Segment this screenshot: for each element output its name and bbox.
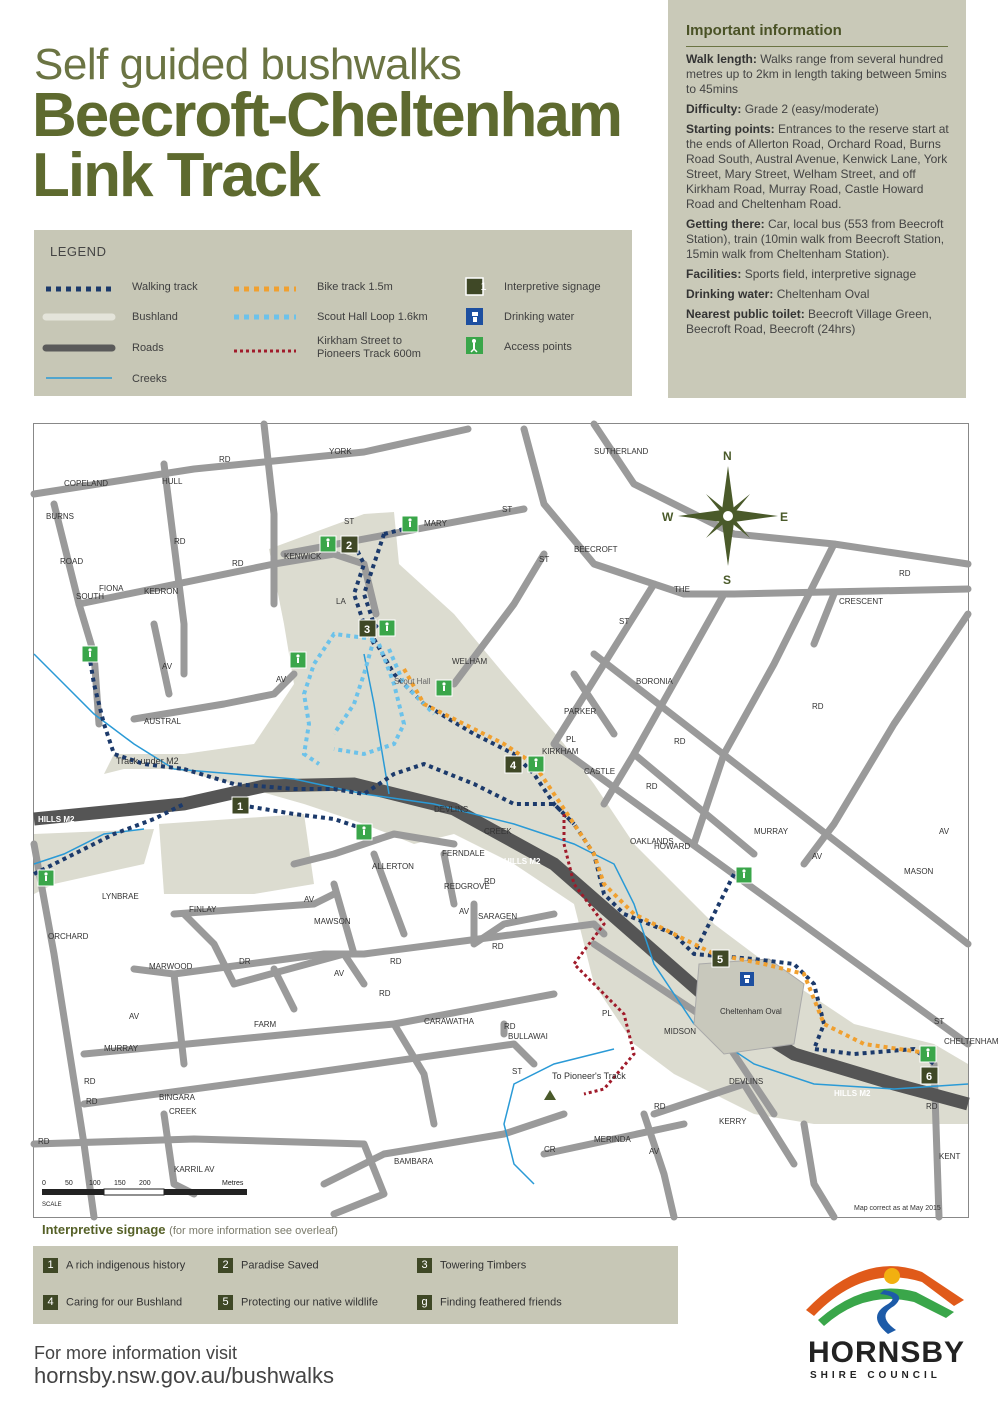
street-label: CR	[544, 1145, 556, 1154]
access-point-icon	[402, 516, 418, 532]
signage-item	[218, 1258, 319, 1273]
street-label: RD	[84, 1077, 96, 1086]
street-label: YORK	[329, 447, 352, 456]
legend-scout-loop: Scout Hall Loop 1.6km	[317, 311, 428, 323]
street-label: RD	[812, 702, 824, 711]
street-label: KEDRON	[144, 587, 179, 596]
street-label: CREEK	[169, 1107, 197, 1116]
street-label: AV	[334, 969, 345, 978]
getting-there-label: Getting there:	[686, 217, 765, 231]
scale-tick: 0	[42, 1180, 46, 1187]
street-label: LYNBRAE	[102, 892, 139, 901]
street-label: RD	[484, 877, 496, 886]
scale-tick: 200	[139, 1180, 151, 1187]
signage-item-label: Towering Timbers	[440, 1259, 527, 1272]
street-label: ALLERTON	[372, 862, 414, 871]
to-pioneers-label: To Pioneer's Track	[552, 1071, 626, 1081]
street-label: LA	[336, 597, 346, 606]
street-label: MARWOOD	[149, 962, 193, 971]
scale-unit: Metres	[222, 1180, 244, 1187]
street-label: AV	[162, 662, 173, 671]
street-label: RD	[654, 1102, 666, 1111]
title-line-2: Beecroft-Cheltenham	[32, 81, 621, 150]
street-label: RD	[38, 1137, 50, 1146]
street-label: MERINDA	[594, 1135, 631, 1144]
map-svg	[34, 424, 999, 1217]
signage-item-number: 1	[43, 1258, 58, 1273]
sign-1: 1	[237, 801, 244, 813]
street-label: AV	[129, 1012, 140, 1021]
street-label: AV	[939, 827, 950, 836]
street-label: CHELTENHAM	[944, 1037, 999, 1046]
starting-points: Entrances to the reserve start at the ends of Allerton Road, Orchard Road, Burns Road South, Austral Avenue, Kenwick Lane, York Street, Mary Street, Welham Street, and off Kirkham Road, Murray Road, Castle Howard Road and Cheltenham Road.	[686, 122, 949, 211]
street-label: KERRY	[719, 1117, 747, 1126]
street-label: HULL	[162, 477, 183, 486]
signage-item	[43, 1258, 185, 1273]
street-label: AV	[276, 675, 287, 684]
pioneers-arrow	[544, 1090, 556, 1100]
signage-item-label: Paradise Saved	[241, 1259, 319, 1272]
street-label: ST	[934, 1017, 945, 1026]
scale-bar	[42, 1180, 247, 1208]
street-label: RD	[232, 559, 244, 568]
info-body	[686, 52, 954, 342]
scale-tick: 50	[65, 1180, 73, 1187]
access-point-icon	[736, 867, 752, 883]
street-label: MURRAY	[104, 1044, 139, 1053]
street-label: COPELAND	[64, 479, 109, 488]
sign-3: 3	[364, 624, 371, 636]
legend-title: LEGEND	[50, 244, 107, 259]
signage-item	[43, 1295, 182, 1310]
street-label: ST	[344, 517, 355, 526]
street-label: RD	[379, 989, 391, 998]
page-title	[32, 81, 621, 210]
difficulty: Grade 2 (easy/moderate)	[744, 102, 879, 116]
street-label: BULLAWAI	[508, 1032, 548, 1041]
access-point-icon	[320, 536, 336, 552]
hornsby-logo	[804, 1250, 974, 1380]
access-point-icon	[82, 646, 98, 662]
difficulty-label: Difficulty:	[686, 102, 742, 116]
signage-item-number: g	[417, 1295, 432, 1310]
street-label: AV	[459, 907, 470, 916]
street-label: RD	[174, 537, 186, 546]
street-label: THE	[674, 585, 690, 594]
signage-item-label: Finding feathered friends	[440, 1296, 562, 1309]
street-label: PL	[566, 735, 576, 744]
facilities: Sports field, interpretive signage	[744, 267, 917, 281]
street-label: RD	[899, 569, 911, 578]
important-information	[668, 0, 966, 398]
street-label: ST	[512, 1067, 523, 1076]
drinking-water-icon	[466, 308, 483, 325]
street-label: RD	[926, 1102, 938, 1111]
street-label: AV	[304, 895, 315, 904]
street-label: SOUTH	[76, 592, 104, 601]
walk-length-label: Walk length:	[686, 52, 757, 66]
legend-bike-track: Bike track 1.5m	[317, 281, 393, 293]
track-map[interactable]	[33, 423, 999, 1218]
logo-sub: SHIRE COUNCIL	[810, 1370, 941, 1381]
street-label: MASON	[904, 867, 934, 876]
drinking-water: Cheltenham Oval	[776, 287, 870, 301]
street-label: RD	[390, 957, 402, 966]
signage-item	[218, 1295, 378, 1310]
sign-2: 2	[346, 540, 353, 552]
street-label: OAKLANDS	[630, 837, 674, 846]
signage-item-number: 3	[417, 1258, 432, 1273]
legend-drinking-water: Drinking water	[504, 311, 575, 323]
scale-label: SCALE	[42, 1202, 62, 1208]
title-line-1: Self guided bushwalks	[34, 40, 462, 89]
sign-6: 6	[926, 1071, 933, 1083]
street-label: KIRKHAM	[542, 747, 579, 756]
street-label: MIDSON	[664, 1027, 696, 1036]
sign-5: 5	[717, 954, 724, 966]
toilet: Beecroft Village Green, Beecroft Road, Beecroft (24hrs)	[686, 307, 932, 336]
street-label: FIONA	[99, 584, 124, 593]
street-label: KARRIL AV	[174, 1165, 215, 1174]
signage-item-label: A rich indigenous history	[66, 1259, 186, 1272]
street-label: MARY	[424, 519, 447, 528]
street-label: SARAGEN	[478, 912, 518, 921]
street-label: AV	[649, 1147, 660, 1156]
signage-item	[417, 1258, 526, 1273]
map-date-label: Map correct as at May 2015	[854, 1205, 941, 1212]
street-label: BINGARA	[159, 1093, 196, 1102]
street-label: RD	[504, 1022, 516, 1031]
street-label: KENWICK	[284, 552, 322, 561]
street-label: BEECROFT	[574, 545, 618, 554]
street-label: BURNS	[46, 512, 75, 521]
logo-name: HORNSBY	[808, 1336, 966, 1369]
access-point-icon	[356, 824, 372, 840]
street-label: FERNDALE	[442, 849, 485, 858]
info-heading: Important information	[686, 22, 842, 39]
info-rule	[686, 46, 948, 47]
facilities-label: Facilities:	[686, 267, 742, 281]
street-label: DR	[239, 957, 251, 966]
scale-tick: 150	[114, 1180, 126, 1187]
toilet-label: Nearest public toilet:	[686, 307, 805, 321]
street-label: BAMBARA	[394, 1157, 434, 1166]
street-label: REDGROVE	[444, 882, 490, 891]
legend-roads: Roads	[132, 342, 164, 354]
footer-url[interactable]: hornsby.nsw.gov.au/bushwalks	[34, 1363, 335, 1388]
street-label: RD	[646, 782, 658, 791]
street-label: ORCHARD	[48, 932, 89, 941]
legend-access-points: Access points	[504, 341, 572, 353]
legend-walking-track: Walking track	[132, 281, 198, 293]
legend-signage: Interpretive signage	[504, 281, 601, 293]
track-under-m2-label: Track under M2	[116, 756, 179, 766]
sign-4: 4	[510, 760, 517, 772]
street-label: RD	[86, 1097, 98, 1106]
compass-n: N	[723, 449, 732, 463]
street-label: BORONIA	[636, 677, 673, 686]
signage-item	[417, 1295, 562, 1310]
street-label: ST	[539, 555, 550, 564]
motorway-label: HILLS M2	[834, 1089, 871, 1098]
logo-mark	[804, 1250, 974, 1336]
street-label: MAWSON	[314, 917, 351, 926]
signage-title-text: Interpretive signage	[42, 1222, 166, 1237]
compass-w: W	[662, 510, 674, 524]
access-point-icon	[379, 620, 395, 636]
motorway-label: HILLS M2	[504, 857, 541, 866]
street-label: FINLAY	[189, 905, 217, 914]
street-label: AUSTRAL	[144, 717, 181, 726]
access-point-icon	[436, 680, 452, 696]
signage-item-label: Caring for our Bushland	[66, 1296, 183, 1309]
street-label: RD	[674, 737, 686, 746]
street-label: SUTHERLAND	[594, 447, 649, 456]
legend	[34, 230, 632, 396]
signage-item-number: 2	[218, 1258, 233, 1273]
starting-points-label: Starting points:	[686, 122, 775, 136]
access-point-icon	[38, 870, 54, 886]
signage-number: 1	[480, 281, 487, 293]
walk-length: Walks range from several hundred metres up to 2km in length taking between 5mins to 45mins	[686, 52, 947, 96]
access-point-icon	[528, 756, 544, 772]
legend-creeks: Creeks	[132, 373, 167, 385]
street-label: DEVLINS	[434, 805, 469, 814]
scout-hall-label: Scout Hall	[394, 677, 431, 686]
oval-label: Cheltenham Oval	[720, 1007, 782, 1016]
street-label: AV	[812, 852, 823, 861]
street-label: WELHAM	[452, 657, 488, 666]
signage-item-number: 4	[43, 1295, 58, 1310]
signage-list	[33, 1246, 678, 1324]
compass-s: S	[723, 573, 732, 587]
street-label: DEVLINS	[729, 1077, 764, 1086]
footer-line-1: For more information visit	[34, 1343, 238, 1363]
legend-bushland: Bushland	[132, 311, 178, 323]
getting-there: Car, local bus (553 from Beecroft Station), train (10min walk from Beecroft Station, 15min walk from Cheltenham Station).	[686, 217, 945, 261]
access-point-icon	[920, 1046, 936, 1062]
street-label: FARM	[254, 1020, 277, 1029]
scale-tick: 100	[89, 1180, 101, 1187]
compass-e: E	[780, 510, 789, 524]
street-label: ST	[502, 505, 513, 514]
legend-kirkham-track: Kirkham Street to Pioneers Track 600m	[317, 335, 421, 360]
street-label: RD	[492, 942, 504, 951]
street-label: ST	[619, 617, 630, 626]
street-label: KENT	[939, 1152, 961, 1161]
street-label: CRESCENT	[839, 597, 884, 606]
street-label: CASTLE	[584, 767, 616, 776]
access-point-icon	[290, 652, 306, 668]
signage-item-number: 5	[218, 1295, 233, 1310]
signage-title	[42, 1222, 338, 1237]
street-label: PL	[602, 1009, 612, 1018]
street-label: MURRAY	[754, 827, 789, 836]
compass-rose	[662, 449, 788, 587]
title-line-3: Link Track	[32, 141, 319, 210]
drinking-water-label: Drinking water:	[686, 287, 774, 301]
signage-subtitle: (for more information see overleaf)	[169, 1225, 338, 1237]
street-label: PARKER	[564, 707, 597, 716]
street-label: HOWARD	[654, 842, 691, 851]
motorway-label: HILLS M2	[38, 815, 75, 824]
street-label: ROAD	[60, 557, 84, 566]
street-label: CREEK	[484, 827, 512, 836]
signage-item-label: Protecting our native wildlife	[241, 1296, 378, 1309]
street-label: RD	[219, 455, 231, 464]
street-label: CARAWATHA	[424, 1017, 474, 1026]
